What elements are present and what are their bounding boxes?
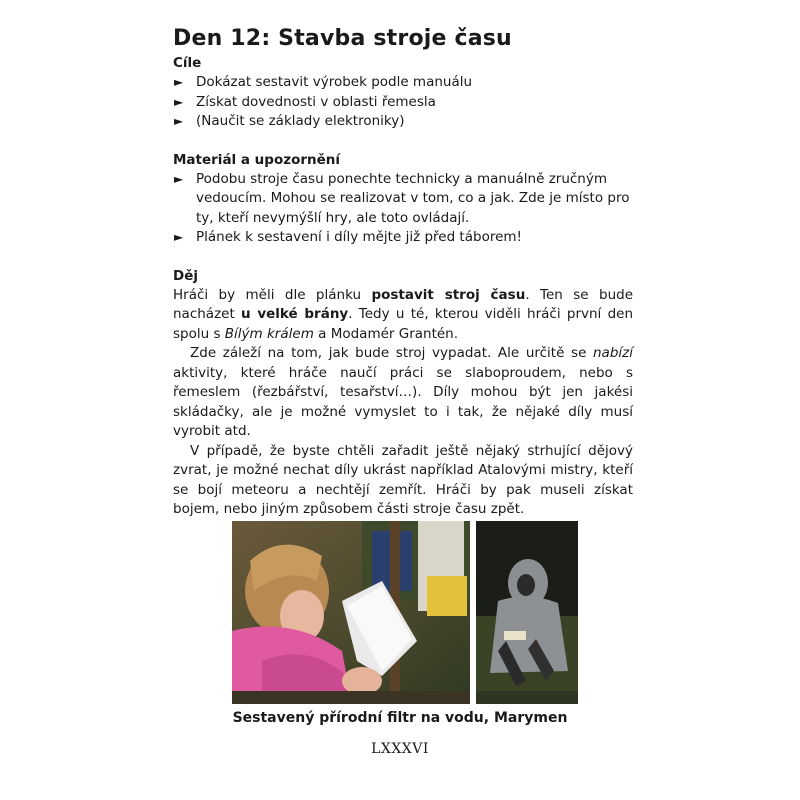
page-content: [173, 24, 633, 520]
photo-water-filter: [232, 521, 470, 704]
photo-caption: Sestavený přírodní filtr na vodu, Marymen: [232, 710, 568, 726]
photos: [232, 521, 578, 704]
goals-item: ► Získat dovednosti v oblasti řemesla: [173, 93, 633, 113]
bullet-icon: ►: [174, 230, 184, 244]
photo-hooded-figure: [476, 521, 578, 704]
page-number: LXXXVI: [371, 741, 429, 757]
bullet-icon: ►: [174, 94, 184, 109]
plot-heading: Děj: [173, 267, 198, 284]
materials-item: ► Plánek k sestavení i díly mějte již před táborem!: [173, 228, 633, 248]
bullet-icon: ►: [174, 171, 184, 186]
plot-paragraph-1: Hráči by měli dle plánku postavit stroj času. Ten se bude nacházet u velké brány. Tedy u té, kterou viděli hráči první den spolu s Bílým králem a Modamér Grantén.: [173, 286, 634, 342]
plot-paragraph-2: Zde záleží na tom, jak bude stroj vypadat. Ale určitě se nabízí aktivity, které hráče naučí práci se slaboproudem, nebo s řemeslem (řezbářství, tesařství…). Díly mohou být jen jakési skládačky, ale je možné vymyslet to i tak, že nějaké díly musí vyrobit atd.: [173, 345, 633, 439]
goals-item: ► Dokázat sestavit výrobek podle manuálu: [173, 73, 633, 93]
materials-heading: Materiál a upozornění: [173, 151, 341, 168]
plot-paragraph-3: V případě, že byste chtěli zařadit ještě nějaký strhující dějový zvrat, je možné nechat díly ukrást například Atalovými mistry, kteří se bojí meteoru a nechtějí zemřít. Hráči by pak museli získat bojem, nebo jiným způsobem části stroje času zpět.: [173, 442, 633, 517]
bullet-icon: ►: [174, 75, 184, 89]
goals-heading: Cíle: [173, 55, 202, 71]
materials-item: ► Podobu stroje času ponechte technicky a manuálně zručným vedoucím. Mohou se realizovat v tom, co a jak. Zde je místo pro ty, kteří nevymýšlí hry, ale toto ovládají.: [174, 170, 630, 226]
goals-item: ► (Naučit se základy elektroniky): [173, 112, 633, 132]
page-title: Den 12: Stavba stroje času: [173, 26, 512, 51]
bullet-icon: ►: [174, 114, 184, 128]
